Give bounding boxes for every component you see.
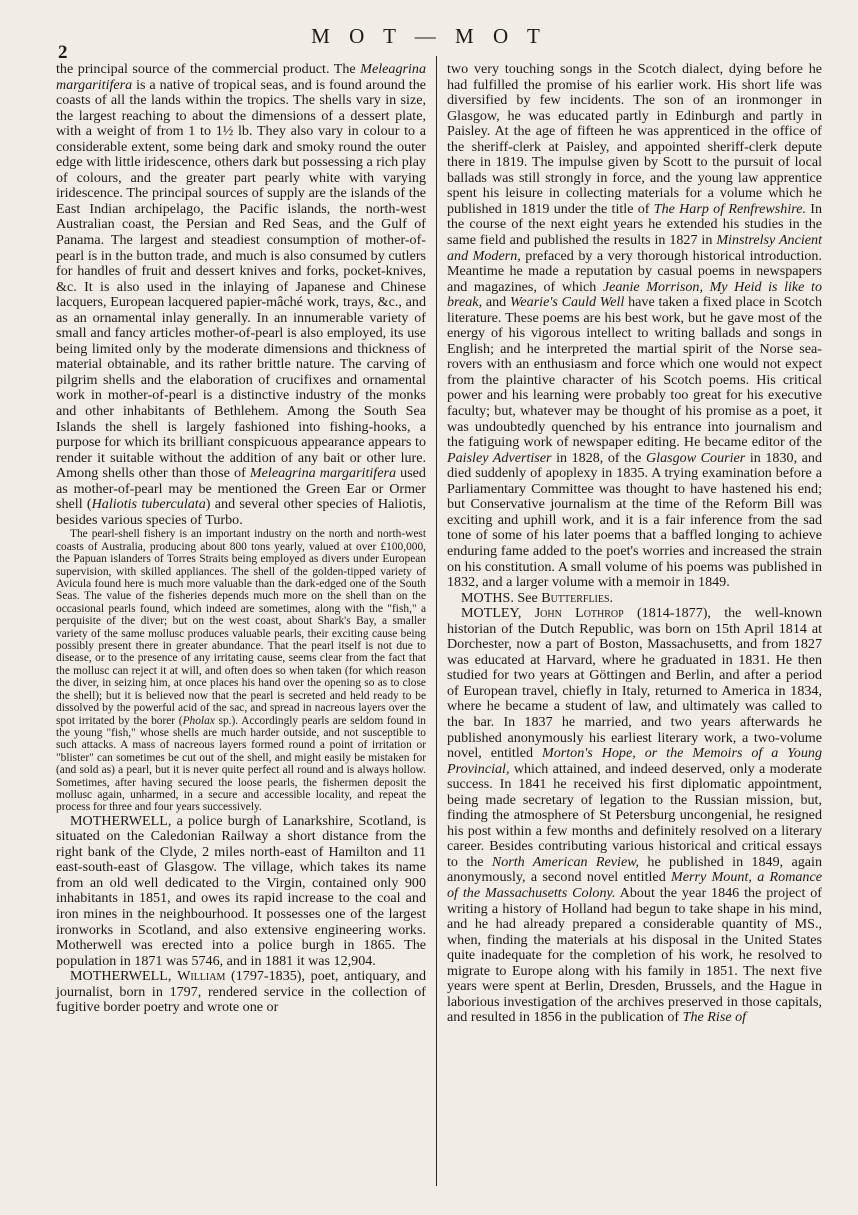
italic-text: Minstrelsy Ancient and Modern, xyxy=(447,232,822,264)
text-run: sp.). Accordingly pearls are seldom found in the young "fish," whose shells are much harder outside, and not susceptible to such attacks. A mass of nacreous layers formed round a point of irritation or "blister" can sometimes be cut out of the shell, and might easily be mistaken for (and sold as) a pearl, but it is never quite perfect all round and is always hollow. Sometimes, after having secured the loose pearls, the fishermen deposit the mollusc again, unharmed, in a secure and accessible locality, and repeat the process for three and four years successively. xyxy=(56,714,426,814)
text-run: (1797-1835), poet, antiquary, and journalist, born in 1797, rendered service in the collection of fugitive border poetry and wrote one or xyxy=(56,968,427,1016)
italic-text: Jeanie Morrison, My Heid is like to break, xyxy=(447,278,822,311)
text-run: he published in 1849, again anonymously, a second novel entitled xyxy=(447,853,822,886)
paragraph xyxy=(56,969,426,1016)
right-column xyxy=(447,62,822,1026)
running-title: M O T — M O T xyxy=(311,24,547,48)
text-run: two very touching songs in the Scotch dialect, dying before he had fulfilled the promise of his earlier work. His short life was diversified by few incidents. The son of an ironmonger in Glasgow, he was educated partly in Edinburgh and partly in Paisley. At the age of fifteen he was apprenticed in the office of the sheriff-clerk at Paisley, and appointed sheriff-clerk depute there in 1819. The impulse given by Scott to the pursuit of local ballads was still strongly in force, and the young law apprentice spent his leisure in collecting materials for a volume which he published in 1819 under the title of xyxy=(447,61,822,217)
paragraph xyxy=(447,606,822,1026)
left-column xyxy=(56,62,426,1016)
text-run: in 1828, of the xyxy=(551,449,646,466)
text-run: MOTHERWELL, xyxy=(70,968,178,985)
page-number: 2 xyxy=(58,42,68,63)
text-run: ) and several other species of Haliotis, besides various species of Turbo. xyxy=(56,496,427,528)
small-caps-name: William xyxy=(177,968,226,985)
italic-text: The Harp of Renfrewshire. xyxy=(653,200,806,217)
text-run: prefaced by a very thorough historical introduction. Meantime he made a reputation by casual poems in newspapers and magazines, of which xyxy=(447,247,822,295)
small-caps-name: Butterflies. xyxy=(541,589,614,606)
italic-text: Pholax xyxy=(182,714,215,727)
column-divider xyxy=(436,56,437,1186)
small-caps-name: John Lothrop xyxy=(534,605,624,622)
paragraph xyxy=(447,62,822,591)
text-run: (1814-1877), the well-known historian of the Dutch Republic, was born on 15th April 1814 at Dorchester, now a part of Boston, Massachusetts, and from 1827 was educated at Harvard, where he graduated in 1831. He then studied for two years at Göttingen and Berlin, and after a period of European travel, chiefly in Italy, returned to America in 1834, where he became a student of law, and ultimately was called to the bar. In 1837 he married, and two years afterwards he published anonymously his earliest literary work, a two-volume novel, entitled xyxy=(447,605,823,762)
text-run: MOTLEY, xyxy=(461,605,535,622)
paragraph xyxy=(447,591,822,607)
text-run: In the course of the next eight years he extended his studies in the same field and published the results in 1827 in xyxy=(447,200,822,249)
italic-text: Wearie's Cauld Well xyxy=(509,294,625,311)
text-run: and xyxy=(482,294,510,311)
footnote-paragraph xyxy=(56,528,426,813)
italic-text: Morton's Hope, or the Memoirs of a Young Provincial, xyxy=(447,745,822,777)
italic-text: North American Review, xyxy=(491,853,640,870)
italic-text: Paisley Advertiser xyxy=(447,449,552,466)
text-run: About the year 1846 the project of writing a history of Holland had begun to take shape in his mind, and he had already prepared a considerable quantity of MS., when, finding the materials at his disposal in the United States quite inadequate for the completion of his work, he resolved to migrate to Europe along with his family in 1851. The next five years were spent at Berlin, Dresden, Brussels, and the Hague in laborious investigation of the archives preserved in those capitals, and resulted in 1856 in the publication of xyxy=(447,884,822,1026)
italic-text: Merry Mount, a Romance of the Massachusetts Colony. xyxy=(447,869,822,901)
text-run: the principal source of the commercial product. The xyxy=(56,61,361,77)
text-run: have taken a fixed place in Scotch literature. These poems are his best work, but he gave most of the energy of his vigorous intellect to writing ballads and songs in English; and he interpreted the martial spirit of the Norse sea-rovers with an enthusiasm and force which one would not expect from the plaintive character of his Scotch poems. His critical power and his learning were probably too great for his executive faculty; but, whatever may be thought of his promise as a poet, it was undoubtedly quenched by his entrance into journalism and the fatiguing work of newspaper editing. He became editor of the xyxy=(447,294,822,451)
italic-text: The Rise of xyxy=(682,1009,747,1026)
text-run: in 1830, and died suddenly of apoplexy in 1835. A trying examination before a Parliamentary Committee was thought to have hastened his end; but Conservative journalism at the time of the Reform Bill was exciting and uphill work, and it is a fair inference from the sad tone of some of his later poems that a baffled longing to achieve enduring fame added to the poet's worries and increased the strain on his constitution. A small volume of his poems was published in 1832, and a larger volume with a memoir in 1849. xyxy=(447,449,823,591)
italic-text: Glasgow Courier xyxy=(645,449,746,466)
text-run: which attained, and indeed deserved, only a moderate success. In 1841 he received his first diplomatic appointment, being made secretary of legation to the Russian mission, but, finding the atmosphere of St Petersburg uncongenial, he resigned his post within a few months and definitely resolved on a literary career. Besides contributing various historical and critical essays to the xyxy=(447,760,822,870)
italic-text: Meleagrina margaritifera xyxy=(56,61,426,93)
italic-text: Meleagrina margaritifera xyxy=(249,465,397,482)
text-run: MOTHERWELL, a police burgh of Lanarkshire, Scotland, is situated on the Caledonian Railway a short distance from the right bank of the Clyde, 2 miles north-east of Hamilton and 11 east-south-east of Glasgow. The village, which takes its name from an old well dedicated to the Virgin, contained only 900 inhabitants in 1851, and owes its rapid increase to the coal and iron mines in the neighbourhood. It possesses one of the largest ironworks in Scotland, and also extensive engineering works. Motherwell was erected into a police burgh in 1865. The population in 1871 was 5746, and in 1881 it was 12,904. xyxy=(56,812,426,969)
text-run: used as mother-of-pearl may be mentioned the Green Ear or Ormer shell ( xyxy=(56,465,426,513)
text-run: is a native of tropical seas, and is found around the coasts of all the lands within the tropics. The shells vary in size, the largest reaching to about the dimensions of a dessert plate, with a weight of from 1 to 1½ lb. They also vary in colour to a considerable extent, some being dark and smoky round the outer edge with little iridescence, others dark but possessing a rich play of colours, and the greater part pearly white with varying iridescence. The principal sources of supply are the islands of the East Indian archipelago, the Pacific islands, the north-west Australian coast, the Persian and Red Seas, and the Gulf of Panama. The largest and steadiest consumption of mother-of-pearl is in the button trade, and much is also consumed by cutlers for handles of fruit and dessert knives and forks, pocket-knives, &c. It is also used in the inlaying of Japanese and Chinese lacquers, European lacquered papier-mâché work, trays, &c., and as an ornamental inlay generally. In an innumerable variety of small and fancy articles mother-of-pearl is also employed, its use being limited only by the moderate dimensions and thickness of material obtainable, and its rather brittle nature. The carving of pilgrim shells and the elaboration of crucifixes and ornamental work in mother-of-pearl is a distinctive industry of the monks and other inhabitants of Bethlehem. Among the South Sea Islands the shell is largely fashioned into fishing-hooks, a purpose for which its brilliant conspicuous appearance appears to render it suitable without the addition of any bait or other lure. Among shells other than those of xyxy=(56,76,426,482)
text-run: The pearl-shell fishery is an important industry on the north and north-west coasts of Australia, producing about 800 tons yearly, valued at over £100,000, the Papuan islanders of Torres Straits being employed as divers under European supervision, with skilled appliances. The shell of the golden-tipped variety of Avicula found here is much more valuable than the dark-edged one of the South Seas. The value of the fisheries depends much more on the shell than on the occasional pearls found, which indeed are sometimes, along with the "fish," a perquisite of the diver; but on the west coast, about Shark's Bay, a smaller variety of the same mollusc produces valuable pearls, their exciting cause being possibly present there in greater abundance. That the pearl itself is not due to disease, or to the presence of any irritating cause, seems clear from the fact that the mollusc can reject it at will, and often does so when taken (for which reason the diver, in seizing him, at once places his hand over the opening so as to close the shell); but it is believed now that the pearl is secreted and held ready to be dissolved by the powerful acid of the sac, and spread in nacreous layers over the spot irritated by the borer ( xyxy=(56,528,426,727)
italic-text: Haliotis tuberculata xyxy=(91,496,206,513)
text-run: MOTHS. See xyxy=(461,589,542,606)
paragraph xyxy=(56,62,426,528)
paragraph xyxy=(56,814,426,969)
